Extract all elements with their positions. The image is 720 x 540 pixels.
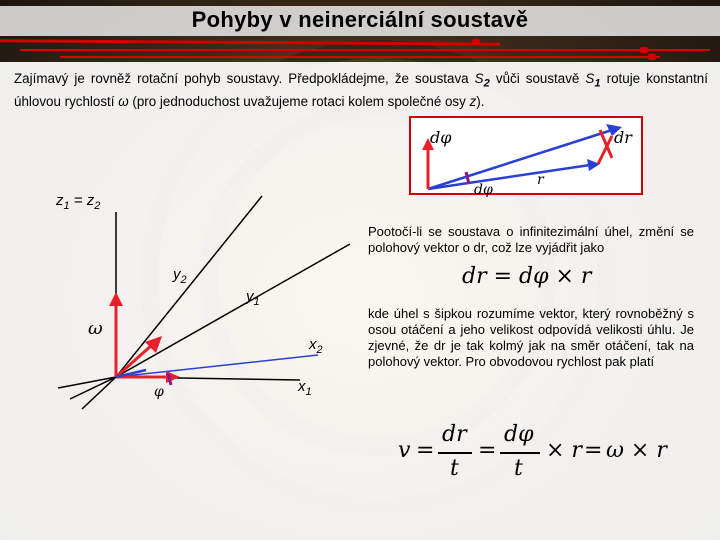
paragraph-2: kde úhel s šipkou rozumíme vektor, který rovnoběžný s osou otáčení a jeho velikost odpovídá velikosti úhlu. Je zjevné, že dr je tak kolmý jak na směr otáčení, tak na polohový vektor. Pro obvodovou rychlost pak platí: [368, 306, 694, 369]
symbol-s1-sub: 1: [594, 77, 601, 90]
symbol-s1: S: [585, 71, 595, 86]
f2-v: v: [398, 438, 411, 463]
label-text: x: [298, 378, 306, 395]
z-axis-label: [56, 192, 100, 212]
f2-frac2-den: t: [514, 456, 523, 481]
f2-times1: × r: [546, 438, 582, 463]
y2-axis-label: [173, 266, 187, 286]
symbol-s2: S: [474, 71, 484, 86]
phi-symbol: φ: [154, 384, 164, 400]
f2-eq2: =: [478, 438, 497, 463]
inset-text: dr: [614, 128, 632, 147]
f2-frac1-den: t: [450, 456, 459, 481]
label-sub: 1: [253, 296, 260, 308]
formula-2: [398, 420, 698, 486]
label-text: y: [246, 288, 254, 305]
inset-r-label: [537, 172, 544, 188]
x2-axis: [116, 355, 318, 377]
phi-label: [154, 384, 164, 400]
f2-frac2-bar: [500, 452, 540, 454]
f2-eq3: =: [584, 438, 603, 463]
inset-dphi-bottom-label: [474, 182, 493, 198]
axis-extension: [70, 377, 116, 399]
label-sub: 2: [94, 200, 101, 212]
label-sub: 1: [305, 386, 312, 398]
omega-vector-label: [88, 318, 103, 339]
intro-part: (pro jednoduchost uvažujeme rotaci kolem společné osy: [128, 93, 470, 109]
y2-axis: [116, 196, 262, 377]
x1-axis-label: [298, 378, 312, 398]
omega-symbol: ω: [88, 318, 103, 339]
inset-text: r: [537, 172, 544, 188]
intro-part: rotuje konstantní úhlovou rychlostí: [14, 71, 708, 109]
omega-arrowhead: [109, 292, 123, 306]
inset-text: dφ: [430, 128, 452, 147]
label-text: z: [86, 192, 95, 209]
f2-frac1-num: dr: [442, 422, 467, 447]
symbol-omega: ω: [118, 93, 129, 109]
symbol-s2-sub: 2: [483, 77, 490, 90]
f2-rest: ω × r: [606, 438, 667, 463]
inset-text: dφ: [474, 182, 493, 198]
paragraph-1: Pootočí-li se soustava o infinitezimální úhel, změní se polohový vektor o dr, což lze vyjádřit jako: [368, 224, 694, 255]
intro-part: vůči soustavě: [489, 71, 586, 86]
f2-frac1-bar: [438, 452, 472, 454]
slide-title: Pohyby v neinerciální soustavě: [0, 6, 720, 36]
f2-frac2-num: dφ: [504, 422, 534, 447]
label-sub: 2: [180, 274, 187, 286]
label-text: z: [56, 192, 64, 209]
x2-axis-label: [309, 336, 323, 356]
inset-dr-label: [614, 128, 632, 147]
f2-eq1: =: [416, 438, 435, 463]
axis-extension: [58, 377, 116, 388]
inset-dphi-top-label: [430, 128, 451, 147]
label-text: x: [309, 336, 317, 353]
intro-part: ).: [476, 93, 485, 109]
formula-1: dr = dφ × r: [462, 264, 592, 289]
y1-axis: [116, 244, 350, 377]
label-sub: 2: [316, 344, 323, 356]
label-text: y: [173, 266, 181, 283]
label-sub: 1: [63, 200, 70, 212]
y1-axis-label: [246, 288, 260, 308]
intro-part: Zajímavý je rovněž rotační pohyb soustavy. Předpokládejme, že soustava: [14, 71, 475, 86]
symbol-z: z: [469, 93, 477, 109]
label-eq: =: [69, 192, 87, 209]
